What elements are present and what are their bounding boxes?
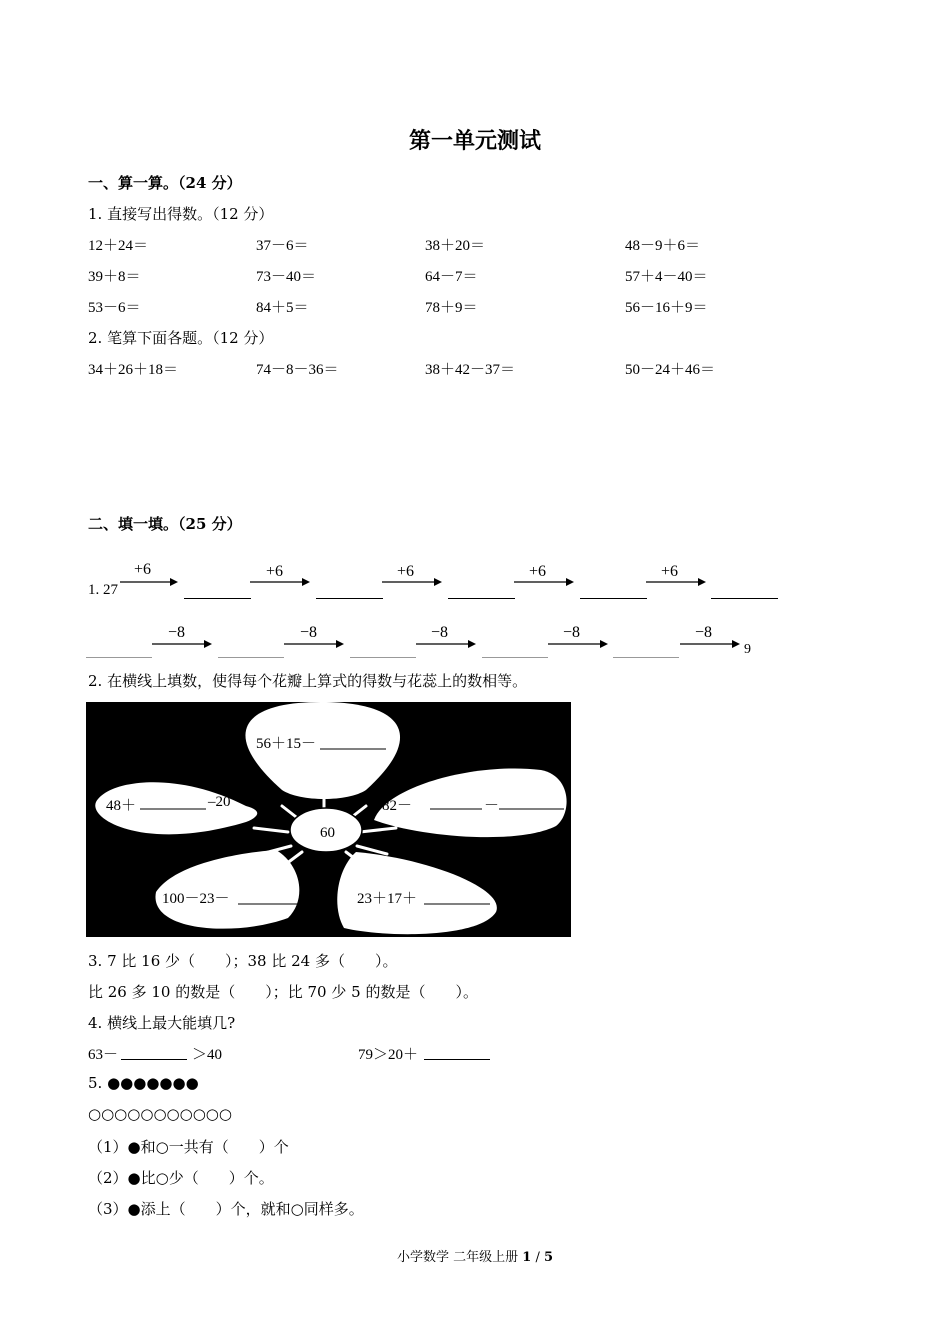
inequality-right-a: 79＞20＋ — [358, 1047, 419, 1063]
plus-blank-2[interactable] — [316, 598, 383, 599]
chain-end: 9 — [744, 642, 751, 657]
section1-q1-label: 1. 直接写出得数。（12 分） — [88, 205, 274, 223]
petal-left-expr-b: –20 — [208, 794, 231, 810]
page-title: 第一单元测试 — [408, 128, 541, 154]
expr-r3-c2: 84＋5＝ — [256, 300, 309, 316]
expr-r3-c3: 78＋9＝ — [425, 300, 478, 316]
section2-q4-label: 4. 横线上最大能填几? — [88, 1014, 236, 1032]
plus-blank-5[interactable] — [711, 598, 778, 599]
section1-heading: 一、算一算。（24 分） — [88, 174, 242, 192]
plus-op-1: +6 — [134, 561, 152, 578]
section2-q5-part1: （1）●和○一共有（ ）个 — [88, 1138, 289, 1156]
plus-blank-4[interactable] — [580, 598, 647, 599]
expr-r1-c2: 37－6＝ — [256, 238, 309, 254]
minus-blank-1[interactable] — [86, 657, 152, 658]
petal-right-expr-b: － — [484, 798, 500, 814]
expr-r2-c2: 73－40＝ — [256, 269, 317, 285]
petal-right-expr-a: 82－ — [382, 798, 413, 814]
plus-op-5: +6 — [661, 563, 679, 580]
flower-diagram — [86, 702, 571, 937]
inequality-left-b: ＞40 — [192, 1047, 223, 1063]
petal-left-expr-a: 48＋ — [106, 798, 137, 814]
inequality-left-a: 63－ — [88, 1047, 119, 1063]
petal-top-expr: 56＋15－ — [256, 736, 317, 752]
section2-heading: 二、填一填。（25 分） — [88, 515, 242, 533]
minus-chain-arrows — [150, 624, 750, 664]
section2-q5-part2: （2）●比○少（ ）个。 — [88, 1169, 274, 1187]
plus-op-4: +6 — [529, 563, 547, 580]
minus-blank-3[interactable] — [350, 657, 416, 658]
footer-page: 1 — [522, 1250, 532, 1265]
written-calc-1: 34＋26＋18＝ — [88, 362, 179, 378]
written-calc-3: 38＋42－37＝ — [425, 362, 516, 378]
expr-r1-c1: 12＋24＝ — [88, 238, 149, 254]
minus-op-5: −8 — [695, 624, 713, 641]
written-calc-2: 74－8－36＝ — [256, 362, 339, 378]
section2-q3-line2: 比 26 多 10 的数是（ ）；比 70 少 5 的数是（ ）。 — [88, 983, 478, 1001]
written-calc-4: 50－24＋46＝ — [625, 362, 716, 378]
plus-op-3: +6 — [397, 563, 415, 580]
plus-blank-3[interactable] — [448, 598, 515, 599]
petal-bottom-right-expr: 23＋17＋ — [357, 891, 418, 907]
inequality-left-blank[interactable] — [121, 1059, 187, 1060]
plus-chain-arrows — [118, 558, 788, 600]
footer-total: 5 — [543, 1250, 554, 1265]
section2-q5-dots: 5. ●●●●●●● — [88, 1074, 199, 1092]
flower-center-value: 60 — [320, 825, 335, 841]
footer-sep: / — [531, 1250, 544, 1265]
plus-op-2: +6 — [266, 563, 284, 580]
minus-op-1: −8 — [168, 624, 186, 641]
expr-r3-c1: 53－6＝ — [88, 300, 141, 316]
section2-q5-circles: ○○○○○○○○○○○ — [88, 1105, 232, 1123]
expr-r2-c1: 39＋8＝ — [88, 269, 141, 285]
petal-bottom-left-expr: 100－23－ — [162, 891, 230, 907]
expr-r2-c3: 64－7＝ — [425, 269, 478, 285]
page-footer — [0, 1246, 950, 1265]
section2-q3-line1: 3. 7 比 16 少（ ）；38 比 24 多（ ）。 — [88, 952, 398, 970]
plus-blank-1[interactable] — [184, 598, 251, 599]
footer-text: 小学数学 二年级上册 — [396, 1250, 519, 1265]
expr-r2-c4: 57＋4－40＝ — [625, 269, 708, 285]
section1-q2-label: 2. 笔算下面各题。（12 分） — [88, 329, 274, 347]
section2-q5-part3: （3）●添上（ ）个，就和○同样多。 — [88, 1200, 364, 1218]
section2-q2-label: 2. 在横线上填数，使得每个花瓣上算式的得数与花蕊上的数相等。 — [88, 672, 528, 690]
arrow-icon — [120, 578, 178, 586]
minus-op-3: −8 — [431, 624, 449, 641]
expr-r1-c3: 38＋20＝ — [425, 238, 486, 254]
expr-r1-c4: 48－9＋6＝ — [625, 238, 701, 254]
minus-op-4: −8 — [563, 624, 581, 641]
inequality-right-blank[interactable] — [424, 1059, 490, 1060]
minus-blank-4[interactable] — [482, 657, 548, 658]
minus-op-2: −8 — [300, 624, 318, 641]
minus-blank-5[interactable] — [613, 657, 679, 658]
chain-start: 1. 27 — [88, 582, 118, 598]
expr-r3-c4: 56－16＋9＝ — [625, 300, 708, 316]
minus-blank-2[interactable] — [218, 657, 284, 658]
